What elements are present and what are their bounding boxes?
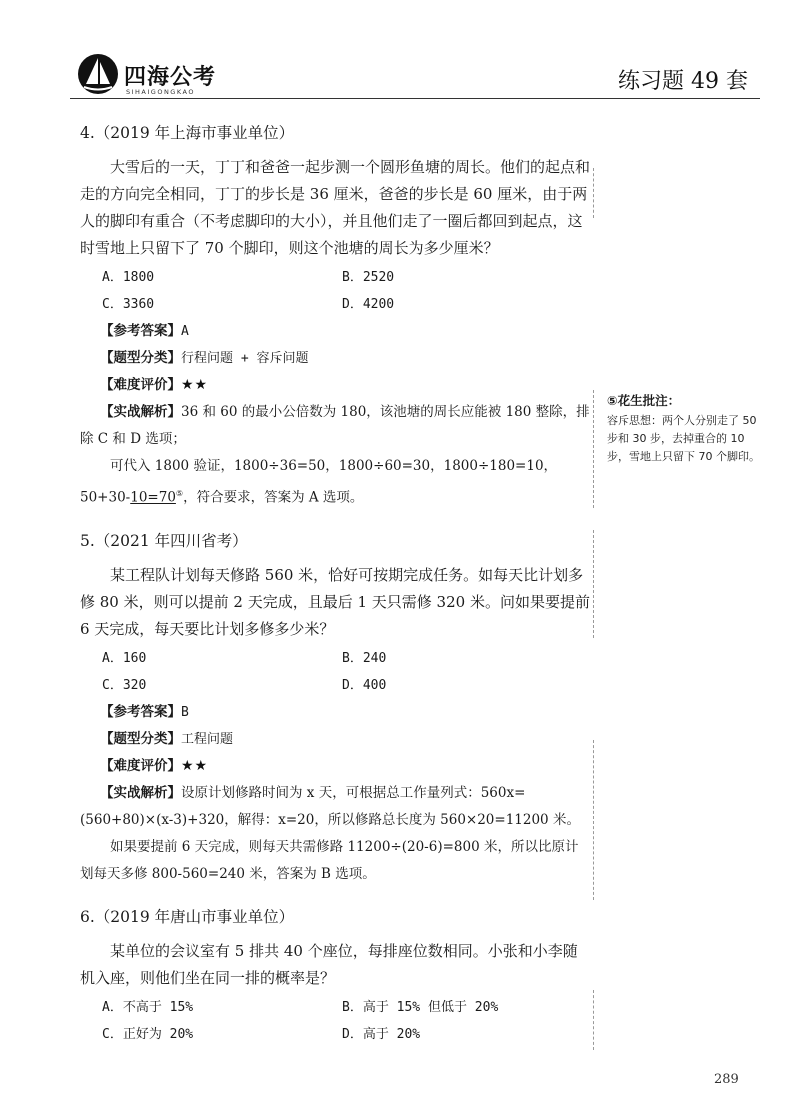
type-line <box>100 726 590 753</box>
option-b: B．高于 15% 但低于 20% <box>342 999 499 1015</box>
margin-line <box>593 390 594 508</box>
analysis-text: ，符合要求，答案为 A 选项。 <box>183 489 364 506</box>
type-value: 工程问题 <box>181 731 234 747</box>
difficulty-line <box>100 753 590 780</box>
annotated-text: 10=70 <box>130 489 176 506</box>
annotation-body: 容斥思想：两个人分别走了 50 步和 30 步，去掉重合的 10 步，雪地上只留下 70 个脚印。 <box>607 414 760 463</box>
margin-annotation <box>607 392 767 466</box>
options <box>102 645 590 699</box>
option-d: D．400 <box>342 677 387 693</box>
book-title: 练习题 49 套 <box>618 69 748 94</box>
type-value: 行程问题 + 容斥问题 <box>181 351 309 366</box>
footnote-marker: ⑤ <box>175 489 184 498</box>
analysis-para-1 <box>80 780 590 834</box>
margin-line <box>593 530 594 638</box>
logo-subtext: SIHAIGONGKAO <box>126 88 195 96</box>
difficulty-line <box>100 372 590 399</box>
answer-line <box>100 699 590 726</box>
options <box>102 264 590 318</box>
question-title: 6.（2019 年唐山市事业单位） <box>80 907 295 926</box>
option-d: D．高于 20% <box>342 1026 421 1042</box>
analysis-para-2: 如果要提前 6 天完成，则每天共需修路 11200÷(20-6)=800 米，所以比原计划每天多修 800-560=240 米，答案为 B 选项。 <box>80 838 579 882</box>
main-content <box>80 120 590 1064</box>
type-label: 【题型分类】 <box>100 730 181 747</box>
difficulty-label: 【难度评价】 <box>100 377 181 393</box>
option-b: B．2520 <box>342 270 395 285</box>
type-line <box>100 345 590 372</box>
option-c: C．正好为 20% <box>102 1026 194 1042</box>
answer-value: B <box>181 704 189 720</box>
option-a: A．1800 <box>102 270 155 285</box>
question-5 <box>80 528 590 888</box>
question-title: 5.（2021 年四川省考） <box>80 531 248 550</box>
question-title: 4.（2019 年上海市事业单位） <box>80 124 295 142</box>
margin-line <box>593 168 594 218</box>
answer-value: A <box>181 324 189 339</box>
difficulty-stars: ★★ <box>181 757 209 774</box>
annotation-heading: ⑤花生批注： <box>607 393 681 408</box>
option-c: C．3360 <box>102 297 155 312</box>
option-b: B．240 <box>342 650 387 666</box>
analysis-text: 设原计划修路时间为 x 天，可根据总工作量列式：560x=(560+80)×(x-3)+320，解得：x=20，所以修路总长度为 560×20=11200 米。 <box>80 784 580 828</box>
option-d: D．4200 <box>342 297 395 312</box>
margin-line <box>593 740 594 900</box>
page-header <box>70 52 760 104</box>
option-a: A．160 <box>102 650 147 666</box>
difficulty-label: 【难度评价】 <box>100 757 181 774</box>
type-label: 【题型分类】 <box>100 350 181 366</box>
difficulty-stars: ★★ <box>181 377 209 393</box>
options <box>102 994 590 1048</box>
sailboat-logo-icon <box>76 52 120 96</box>
publisher-logo <box>76 52 276 100</box>
analysis-para-1 <box>80 399 590 453</box>
page-number: 289 <box>714 1072 739 1087</box>
question-4 <box>80 120 590 512</box>
option-a: A．不高于 15% <box>102 999 194 1015</box>
question-6 <box>80 904 590 1048</box>
answer-label: 【参考答案】 <box>100 323 181 339</box>
logo-text: 四海公考 <box>124 65 217 90</box>
header-rule <box>70 98 760 99</box>
analysis-label: 【实战解析】 <box>100 784 181 801</box>
question-stem: 大雪后的一天，丁丁和爸爸一起步测一个圆形鱼塘的周长。他们的起点和走的方向完全相同，丁丁的步长是 36 厘米，爸爸的步长是 60 厘米，由于两人的脚印有重合（不考虑脚印的大小），并且他们走了一圈后都回到起点，这时雪地上只留下了 70 个脚印，则这个池塘的周长为多少厘米？ <box>80 158 591 257</box>
margin-line <box>593 990 594 1050</box>
question-stem: 某工程队计划每天修路 560 米，恰好可按期完成任务。如每天比计划多修 80 米，则可以提前 2 天完成，且最后 1 天只需修 320 米。问如果要提前 6 天完成，每天要比计划多修多少米？ <box>80 565 590 638</box>
analysis-label: 【实战解析】 <box>100 404 181 420</box>
answer-line <box>100 318 590 345</box>
option-c: C．320 <box>102 677 147 693</box>
analysis-para-2 <box>80 453 590 512</box>
analysis-text: 36 和 60 的最小公倍数为 180，该池塘的周长应能被 180 整除，排除 C 和 D 选项； <box>80 404 590 447</box>
analysis-text: 可代入 1800 验证，1800÷36=50，1800÷60=30，1800÷180=10，50+30- <box>80 458 558 506</box>
question-stem: 某单位的会议室有 5 排共 40 个座位，每排座位数相同。小张和小李随机入座，则他们坐在同一排的概率是？ <box>80 941 578 987</box>
answer-label: 【参考答案】 <box>100 703 181 720</box>
